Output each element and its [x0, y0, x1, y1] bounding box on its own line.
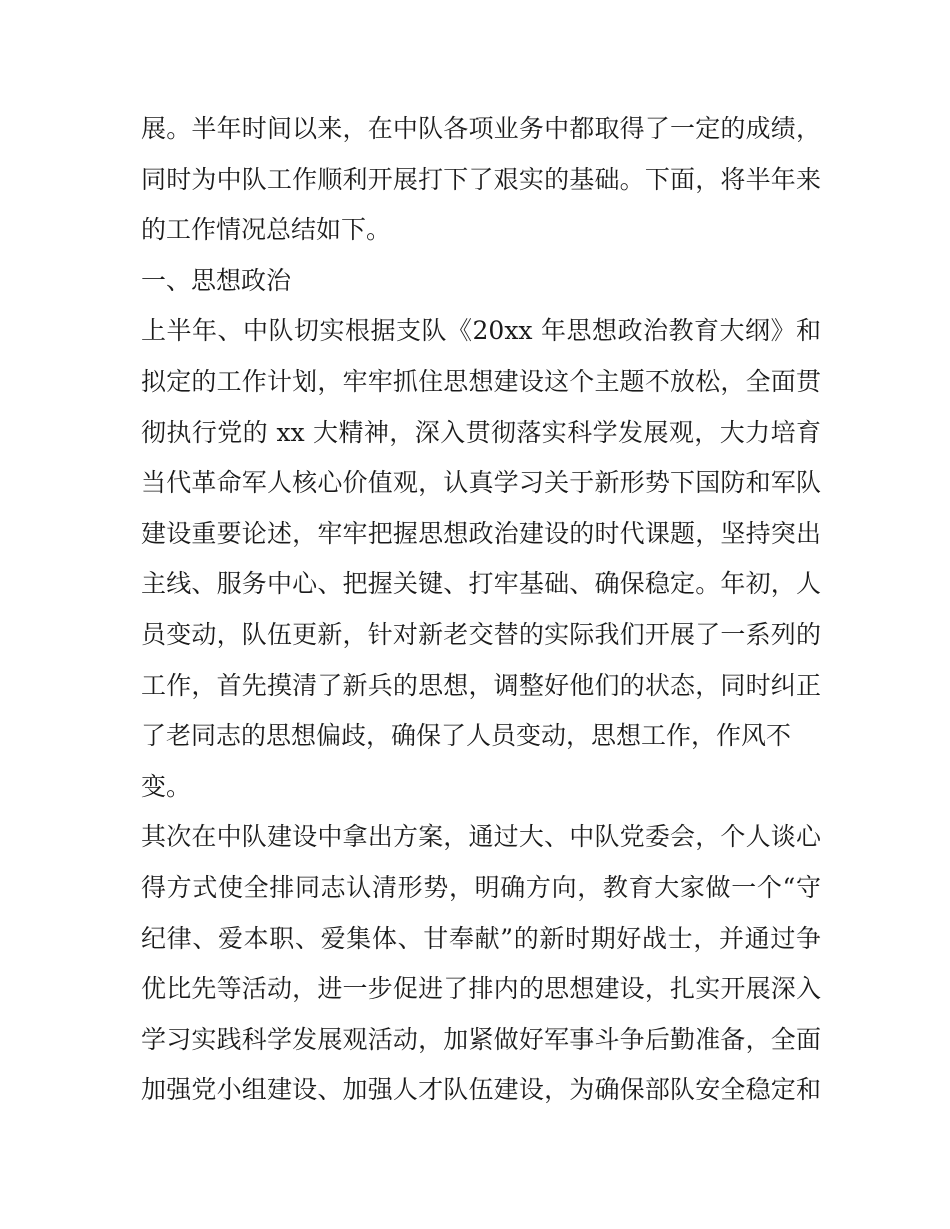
- text-line: 的工作情况总结如下。: [141, 215, 392, 245]
- section-heading: 一、思想政治: [141, 265, 292, 295]
- text-line: 变。: [141, 771, 192, 801]
- text-line: 拟定的工作计划，牢牢抓住思想建设这个主题不放松，全面贯: [141, 366, 821, 396]
- text-line: 工作，首先摸清了新兵的思想，调整好他们的状态，同时纠正: [141, 670, 821, 700]
- text-line: 纪律、爱本职、爱集体、甘奉献”的新时期好战士，并通过争: [141, 923, 821, 953]
- text-line: 员变动，队伍更新，针对新老交替的实际我们开展了一系列的: [141, 619, 821, 649]
- text-line: 建设重要论述，牢牢把握思想政治建设的时代课题，坚持突出: [141, 518, 821, 548]
- text-line: 其次在中队建设中拿出方案，通过大、中队党委会，个人谈心: [141, 822, 821, 852]
- text-line: 当代革命军人核心价值观，认真学习关于新形势下国防和军队: [141, 468, 821, 498]
- text-line: 加强党小组建设、加强人才队伍建设，为确保部队安全稳定和: [141, 1075, 821, 1105]
- document-body: [141, 104, 821, 1116]
- text-line: 同时为中队工作顺利开展打下了艰实的基础。下面，将半年来: [141, 164, 821, 194]
- text-line: 展。半年时间以来，在中队各项业务中都取得了一定的成绩，: [141, 114, 821, 143]
- text-line: 优比先等活动，进一步促进了排内的思想建设，扎实开展深入: [141, 974, 821, 1004]
- text-line: 了老同志的思想偏歧，确保了人员变动，思想工作，作风不: [141, 721, 792, 751]
- text-line: 主线、服务中心、把握关键、打牢基础、确保稳定。年初，人: [141, 569, 821, 599]
- text-line: 得方式使全排同志认清形势，明确方向，教育大家做一个“守: [141, 872, 821, 902]
- text-line: 学习实践科学发展观活动，加紧做好军事斗争后勤准备，全面: [141, 1024, 821, 1054]
- text-line: 上半年、中队切实根据支队《20xx 年思想政治教育大纲》和: [141, 316, 821, 346]
- text-line: 彻执行党的 xx 大精神，深入贯彻落实科学发展观，大力培育: [141, 417, 821, 447]
